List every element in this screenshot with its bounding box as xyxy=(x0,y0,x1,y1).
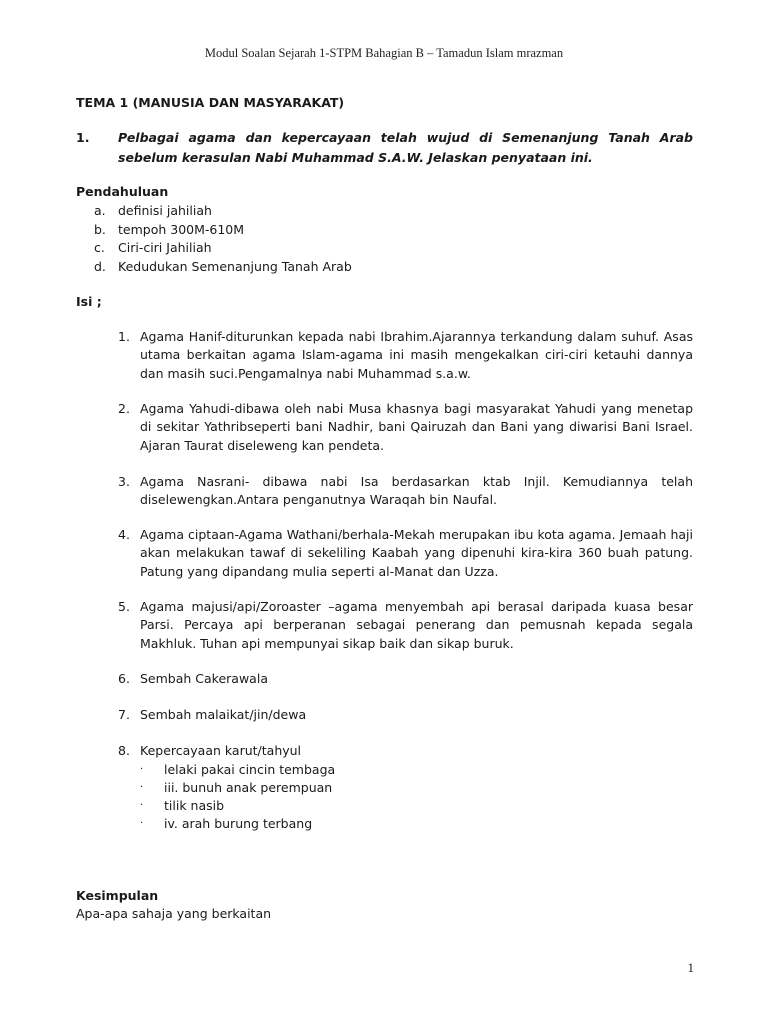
intro-item xyxy=(94,239,352,258)
list-item xyxy=(140,761,335,779)
point-text: Agama ciptaan-Agama Wathani/berhala-Mekah merupakan ibu kota agama. Jemaah haji akan melakukan tawaf di sekeliling Kaabah yang dipenuhi kira-kira 360 buah patung. Patung yang dipandang mulia seperti al-Manat dan Uzza. xyxy=(140,527,693,579)
list-item-text: iii. bunuh anak perempuan xyxy=(164,780,333,795)
list-item xyxy=(140,815,335,833)
point-number: 3. xyxy=(118,474,130,489)
bullet: · xyxy=(140,818,144,829)
bullet: · xyxy=(140,782,144,793)
body-point xyxy=(118,526,693,581)
intro-item xyxy=(94,258,352,277)
point-text: Agama Nasrani- dibawa nabi Isa berdasarkan ktab Injil. Kemudiannya telah diselewengkan.Antara penganutnya Waraqah bin Naufal. xyxy=(140,474,693,508)
intro-item-letter: b. xyxy=(94,221,106,237)
body-point xyxy=(118,598,693,653)
intro-item-letter: a. xyxy=(94,203,106,218)
list-item xyxy=(140,779,335,797)
page-number: 1 xyxy=(687,960,694,975)
intro-list xyxy=(94,202,352,277)
body-point xyxy=(118,742,693,760)
question-number: 1. xyxy=(76,130,90,145)
intro-item xyxy=(94,202,352,221)
body-point xyxy=(118,328,693,383)
point-number: 6. xyxy=(118,671,130,686)
intro-item-letter: c. xyxy=(94,240,105,256)
point-text: Agama majusi/api/Zoroaster –agama menyembah api berasal daripada kuasa besar Parsi. Percaya api berperanan sebagai penerang dan pemusnah kepada segala Makhluk. Tuhan api mempunyai sikap baik dan sikap buruk. xyxy=(140,599,693,651)
bullet: · xyxy=(140,764,144,775)
point-number: 5. xyxy=(118,599,130,614)
body-point xyxy=(118,706,693,724)
point-number: 8. xyxy=(118,743,130,758)
bullet: · xyxy=(140,800,144,811)
point-text: Agama Hanif-diturunkan kepada nabi Ibrahim.Ajarannya terkandung dalam suhuf. Asas utama berkaitan agama Islam-agama ini masih mengekalkan ciri-ciri ketauhi dannya dan masih suci.Pengamalnya nabi Muhammad s.a.w. xyxy=(140,329,693,381)
point-number: 2. xyxy=(118,401,130,416)
list-item xyxy=(140,797,335,815)
point-number: 7. xyxy=(118,707,130,722)
point-number: 1. xyxy=(118,329,130,344)
superstition-list xyxy=(140,761,335,833)
intro-item xyxy=(94,221,352,240)
intro-item-text: definisi jahiliah xyxy=(118,203,212,218)
point-text: Sembah malaikat/jin/dewa xyxy=(140,707,307,722)
intro-item-text: tempoh 300M-610M xyxy=(118,221,245,237)
list-item-text: iv. arah burung terbang xyxy=(164,816,313,831)
body-point xyxy=(118,473,693,510)
list-item-text: tilik nasib xyxy=(164,798,225,813)
body-heading: Isi ; xyxy=(76,294,102,309)
conclusion-heading: Kesimpulan xyxy=(76,888,159,903)
page-header: Modul Soalan Sejarah 1-STPM Bahagian B – Tamadun Islam mrazman xyxy=(204,46,564,60)
point-text: Kepercayaan karut/tahyul xyxy=(140,743,302,758)
intro-item-text: Kedudukan Semenanjung Tanah Arab xyxy=(118,259,352,275)
intro-item-letter: d. xyxy=(94,259,106,275)
intro-heading: Pendahuluan xyxy=(76,184,169,199)
body-point xyxy=(118,670,693,688)
question-text: Pelbagai agama dan kepercayaan telah wujud di Semenanjung Tanah Arab sebelum kerasulan Nabi Muhammad S.A.W. Jelaskan penyataan ini. xyxy=(118,130,693,165)
point-text: Agama Yahudi-dibawa oleh nabi Musa khasnya bagi masyarakat Yahudi yang menetap di sekitar Yathribseperti bani Nadhir, bani Qairuzah dan Bani yang diwarisi Bani Israel. Ajaran Taurat diseleweng kan pendeta. xyxy=(140,401,693,453)
point-number: 4. xyxy=(118,527,130,542)
theme-title: TEMA 1 (MANUSIA DAN MASYARAKAT) xyxy=(76,95,345,110)
point-text: Sembah Cakerawala xyxy=(140,671,268,686)
conclusion-text: Apa-apa sahaja yang berkaitan xyxy=(76,906,272,921)
intro-item-text: Ciri-ciri Jahiliah xyxy=(118,240,212,256)
list-item-text: lelaki pakai cincin tembaga xyxy=(164,762,336,777)
body-point xyxy=(118,400,693,455)
